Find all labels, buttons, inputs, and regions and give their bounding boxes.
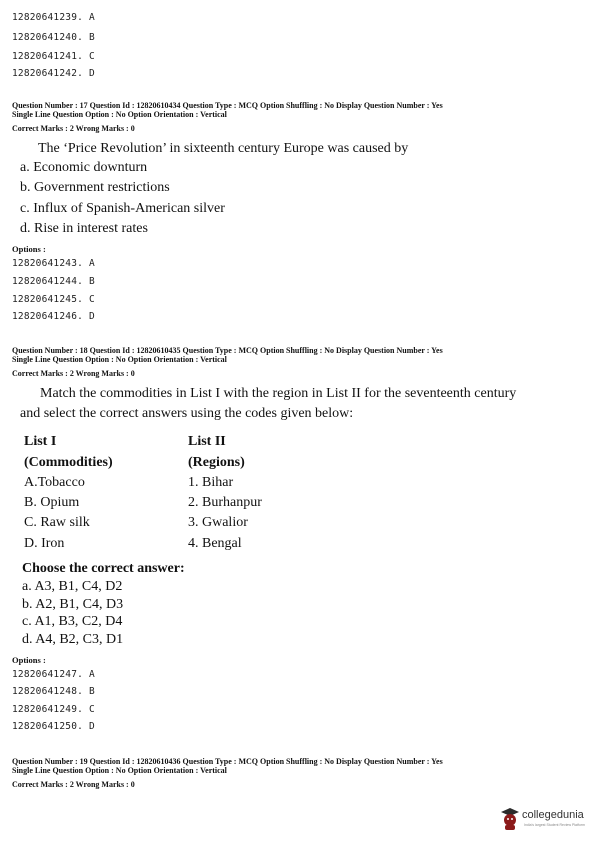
choose-heading: Choose the correct answer:	[22, 561, 185, 576]
answer-choice: c. Influx of Spanish-American silver	[20, 201, 225, 216]
option-id: 12820641249. C	[12, 704, 95, 715]
option-id: 12820641240. B	[12, 32, 95, 43]
answer-choice: a. A3, B1, C4, D2	[22, 579, 123, 594]
question-meta-2: Single Line Question Option : No Option Orientation : Vertical	[12, 110, 227, 119]
option-id: 12820641242. D	[12, 68, 95, 79]
question-meta-2: Single Line Question Option : No Option Orientation : Vertical	[12, 355, 227, 364]
answer-choice: b. A2, B1, C4, D3	[22, 597, 124, 612]
list1-item: D. Iron	[24, 536, 65, 551]
list2-item: 4. Bengal	[188, 536, 242, 551]
list1-item: A.Tobacco	[24, 475, 85, 490]
logo-tagline: India's largest Student Review Platform	[524, 823, 585, 827]
list1-item: B. Opium	[24, 495, 80, 510]
answer-choice: c. A1, B3, C2, D4	[22, 614, 123, 629]
option-id: 12820641241. C	[12, 51, 95, 62]
list2-item: 2. Burhanpur	[188, 495, 262, 510]
answer-choice: d. A4, B2, C3, D1	[22, 632, 124, 647]
list2-item: 1. Bihar	[188, 475, 234, 490]
list2-heading: List II	[188, 434, 226, 449]
option-id: 12820641246. D	[12, 311, 95, 322]
option-id: 12820641247. A	[12, 669, 95, 680]
question-text: The ‘Price Revolution’ in sixteenth century Europe was caused by	[38, 141, 409, 156]
question-meta-2: Single Line Question Option : No Option Orientation : Vertical	[12, 766, 227, 775]
answer-choice: d. Rise in interest rates	[20, 221, 148, 236]
logo-name: collegedunia	[522, 809, 584, 821]
question-meta: Question Number : 17 Question Id : 12820610434 Question Type : MCQ Option Shuffling : No Display Question Number : Yes	[12, 101, 443, 110]
list1-heading: List I	[24, 434, 57, 449]
options-label: Options :	[12, 244, 46, 254]
question-marks: Correct Marks : 2 Wrong Marks : 0	[12, 780, 135, 789]
question-marks: Correct Marks : 2 Wrong Marks : 0	[12, 369, 135, 378]
list1-item: C. Raw silk	[24, 515, 90, 530]
question-meta: Question Number : 19 Question Id : 12820610436 Question Type : MCQ Option Shuffling : No Display Question Number : Yes	[12, 757, 443, 766]
answer-choice: a. Economic downturn	[20, 160, 148, 175]
question-meta: Question Number : 18 Question Id : 12820610435 Question Type : MCQ Option Shuffling : No Display Question Number : Yes	[12, 346, 443, 355]
options-label: Options :	[12, 655, 46, 665]
option-id: 12820641243. A	[12, 258, 95, 269]
collegedunia-logo	[500, 807, 590, 833]
option-id: 12820641248. B	[12, 686, 95, 697]
question-text-2: and select the correct answers using the codes given below:	[20, 406, 354, 421]
question-marks: Correct Marks : 2 Wrong Marks : 0	[12, 124, 135, 133]
list2-item: 3. Gwalior	[188, 515, 248, 530]
option-id: 12820641245. C	[12, 294, 95, 305]
answer-choice: b. Government restrictions	[20, 180, 170, 195]
list2-subheading: (Regions)	[188, 455, 245, 470]
option-id: 12820641244. B	[12, 276, 95, 287]
list1-subheading: (Commodities)	[24, 455, 113, 470]
option-id: 12820641239. A	[12, 12, 95, 23]
question-text: Match the commodities in List I with the region in List II for the seventeenth century	[40, 386, 517, 401]
graduate-mascot-icon	[500, 807, 520, 831]
option-id: 12820641250. D	[12, 721, 95, 732]
